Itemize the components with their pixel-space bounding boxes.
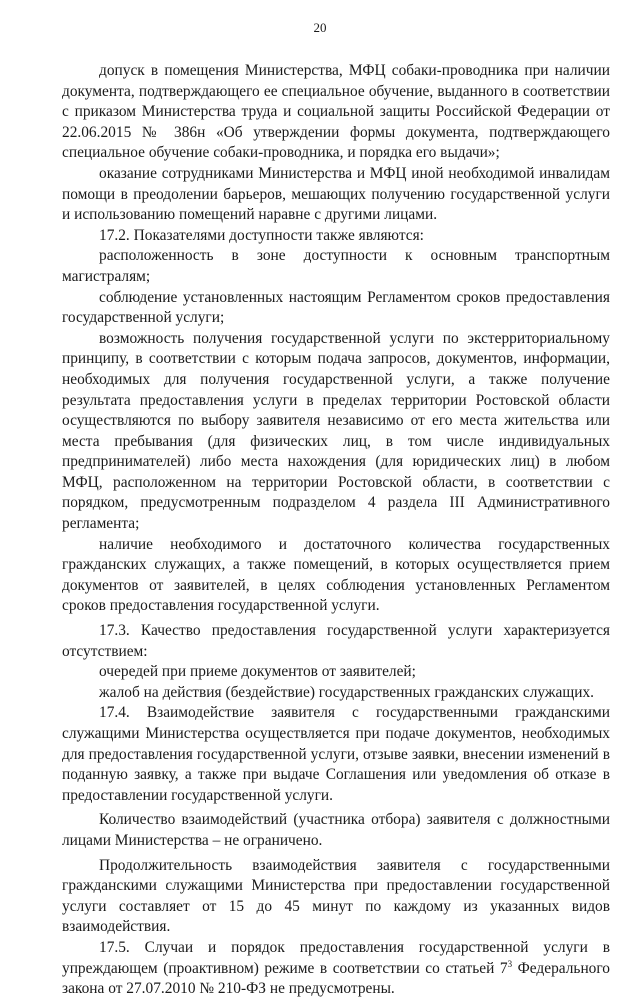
- page-number: 20: [313, 20, 327, 35]
- paragraph-no-queues: очередей при приеме документов от заявителей;: [99, 663, 416, 681]
- paragraph-17-2-heading: 17.2. Показателями доступности также являются:: [99, 226, 424, 244]
- paragraph-interaction-count: Количество взаимодействий (участника отбора) заявителя с должностными лицами Министерства – не ограничено.: [62, 811, 610, 849]
- paragraph-staff-assistance: оказание сотрудниками Министерства и МФЦ иной необходимой инвалидам помощи в преодолении барьеров, мешающих получению государственной услуги и использованию помещений наравне с другими лицами.: [62, 164, 610, 224]
- paragraph-deadline-compliance: соблюдение установленных настоящим Регламентом сроков предоставления государственной услуги;: [62, 288, 610, 327]
- paragraph-transport-access: расположенность в зоне доступности к основным транспортным магистралям;: [62, 247, 610, 285]
- paragraph-17-3-quality: 17.3. Качество предоставления государственной услуги характеризуется отсутствием:: [62, 622, 610, 660]
- proactive-text-start: 17.5. Случаи и порядок предоставления государственной услуги в упреждающем (проактивном) режиме в соответствии со статьей 7: [62, 938, 610, 977]
- paragraph-guide-dog-access: допуск в помещения Министерства, МФЦ собаки-проводника при наличии документа, подтверждающего ее специальное обучение, выданного в соответствии с приказом Министерства труда и социальной защиты Российской Федерации от 22.06.2015 № 386н «Об утверждении формы документа, подтверждающего специальное обучение собаки-проводника, и порядка его выдачи»;: [62, 62, 610, 162]
- paragraph-no-complaints: жалоб на действия (бездействие) государственных гражданских служащих.: [99, 683, 594, 701]
- paragraph-17-4-interaction: 17.4. Взаимодействие заявителя с государственными гражданскими служащими Министерства осуществляется при подаче документов, необходимых для предоставления государственной услуги, отзыве заявки, внесении изменений в поданную заявку, а также при выдаче Соглашения или уведомления об отказе в предоставлении государственной услуги.: [62, 704, 610, 804]
- paragraph-interaction-duration: Продолжительность взаимодействия заявителя с государственными гражданскими служащими Министерства при предоставлении государственной услуги составляет от 15 до 45 минут по каждому из указанных видов взаимодействия.: [62, 856, 610, 936]
- document-body: [62, 61, 610, 1000]
- article-superscript: 3: [507, 958, 513, 969]
- paragraph-17-5-proactive: [62, 938, 610, 1000]
- paragraph-extraterritorial: возможность получения государственной услуги по экстерриториальному принципу, в соответствии с которым подача запросов, документов, информации, необходимых для получения государственной услуги, а также получение результата предоставления услуги в пределах территории Ростовской области осуществляются по выбору заявителя независимо от его места жительства или места пребывания (для физических лиц, в том числе индивидуальных предпринимателей) либо места нахождения (для юридических лиц) в любом МФЦ, расположенном на территории Ростовской области, в соответствии с порядком, предусмотренным подразделом 4 раздела III Административного регламента;: [62, 329, 610, 533]
- proactive-text-end: Федерального закона от 27.07.2010 № 210-ФЗ не предусмотрены.: [62, 959, 611, 998]
- paragraph-staff-sufficiency: наличие необходимого и достаточного количества государственных гражданских служащих, а также помещений, в которых осуществляется прием документов от заявителей, в целях соблюдения установленных Регламентом сроков предоставления государственной услуги.: [62, 535, 610, 615]
